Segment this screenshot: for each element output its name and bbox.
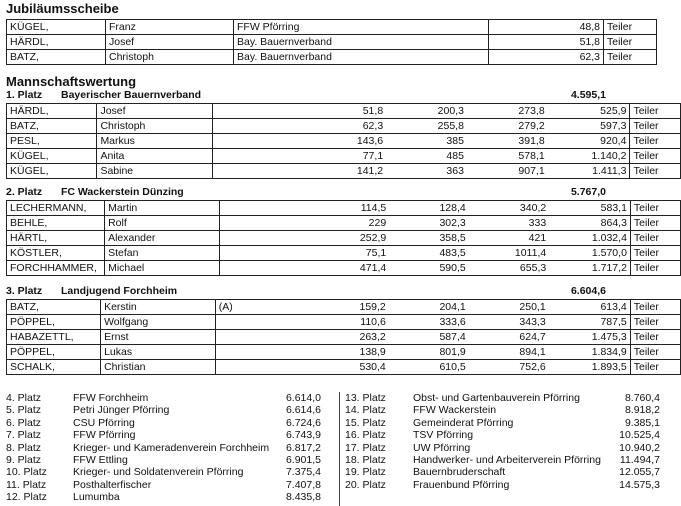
table-row [7,300,681,315]
last-name: BEHLE, [7,216,105,231]
shot-1: 530,4 [291,360,389,375]
first-name: Stefan [105,246,220,261]
ranking-team: Krieger- und Kameradenverein Forchheim [73,441,270,454]
unit-label: Teiler [630,300,680,315]
ranking-place: 15. Platz [345,416,386,429]
sum: 1.834,9 [549,345,631,360]
unit-label: Teiler [630,330,680,345]
unit-label: Teiler [630,345,680,360]
sum: 597,3 [548,119,630,134]
shot-2: 255,8 [386,119,467,134]
shot-1: 110,6 [291,315,389,330]
note [219,216,291,231]
note [215,315,290,330]
shot-1: 77,1 [287,149,386,164]
ranking-score: 6.614,0 [285,392,321,404]
unit-label: Teiler [630,231,680,246]
ranking-row [345,479,660,491]
last-name: HÄRDL, [7,35,106,50]
unit-label: Teiler [630,201,680,216]
last-name: HÄRDL, [7,104,97,119]
first-name: Josef [97,104,213,119]
note [213,164,287,179]
ranking-row [6,442,321,454]
ranking-score: 10.525,4 [619,429,660,442]
shot-1: 51,8 [287,104,386,119]
shot-2: 200,3 [386,104,467,119]
unit-label: Teiler [630,164,681,179]
ranking-team: FFW Wackerstein [413,404,497,417]
shot-3: 391,8 [467,134,548,149]
ranking-row [6,392,321,404]
unit-label: Teiler [630,104,681,119]
last-name: LECHERMANN, [7,201,105,216]
sum: 1.893,5 [549,360,631,375]
note [215,360,290,375]
sum: 1.717,2 [549,261,630,276]
table-row [7,164,681,179]
ranking-score: 6.901,5 [285,454,321,466]
ranking-team: FFW Forchheim [73,392,149,404]
team-table [6,200,681,276]
shot-3: 894,1 [469,345,549,360]
shot-1: 114,5 [292,201,390,216]
last-name: PÖPPEL, [7,315,101,330]
club-name: FFW Pförring [234,20,489,35]
unit-label: Teiler [630,315,680,330]
ranking-score: 6.743,9 [285,429,321,442]
table-row [7,50,657,65]
ranking-place: 12. Platz [6,491,47,504]
first-name: Christoph [106,50,234,65]
shot-2: 363 [386,164,467,179]
shot-2: 485 [386,149,467,164]
ranking-team: Petri Jünger Pförring [73,404,170,417]
shot-1: 471,4 [292,261,390,276]
team-name: FC Wackerstein Dünzing [61,186,184,198]
ranking-score: 10.940,2 [619,441,660,454]
sum: 1.140,2 [548,149,630,164]
shot-2: 587,4 [389,330,469,345]
shot-3: 340,2 [469,201,549,216]
ranking-team: Obst- und Gartenbauverein Pförring [413,392,580,404]
table-row [7,261,681,276]
mannschaft-title: Mannschaftswertung [6,74,137,89]
ranking-place: 16. Platz [345,429,386,442]
ranking-row [6,429,321,441]
first-name: Sabine [97,164,213,179]
jubilaeum-title: Jubiläumsscheibe [6,1,119,16]
note [215,345,290,360]
first-name: Kerstin [101,300,216,315]
ranking-place: 17. Platz [345,441,386,454]
shot-1: 229 [292,216,390,231]
unit-label: Teiler [630,134,681,149]
first-name: Lukas [101,345,216,360]
table-row [7,330,681,345]
sum: 613,4 [549,300,631,315]
sum: 583,1 [549,201,630,216]
team-name: Bayerischer Bauernverband [61,89,202,101]
last-name: HABAZETTL, [7,330,101,345]
shot-3: 578,1 [467,149,548,164]
shot-1: 263,2 [291,330,389,345]
shot-2: 610,5 [389,360,469,375]
ranking-place: 8. Platz [6,441,42,454]
ranking-score: 14.575,3 [619,478,660,491]
sum: 787,5 [549,315,631,330]
note [219,201,291,216]
shot-2: 204,1 [389,300,469,315]
ranking-place: 9. Platz [6,454,42,466]
ranking-place: 13. Platz [345,392,386,404]
team-total: 5.767,0 [570,186,606,198]
table-row [7,104,681,119]
table-row [7,315,681,330]
first-name: Martin [105,201,220,216]
ranking-row [6,466,321,478]
ranking-row [6,404,321,416]
ranking-team: Krieger- und Soldatenverein Pförring [73,466,244,479]
ranking-score: 8.760,4 [624,392,660,404]
ranking-row [345,429,660,441]
last-name: KÖSTLER, [7,246,105,261]
last-name: KÜGEL, [7,149,97,164]
unit-label: Teiler [630,261,680,276]
last-name: PÖPPEL, [7,345,101,360]
last-name: HÄRTL, [7,231,105,246]
table-row [7,345,681,360]
ranking-place: 4. Platz [6,392,42,404]
first-name: Wolfgang [101,315,216,330]
first-name: Rolf [105,216,220,231]
shot-1: 159,2 [291,300,389,315]
sum: 1.411,3 [548,164,630,179]
ranking-score: 8.918,2 [624,404,660,417]
last-name: PESL, [7,134,97,149]
table-row [7,119,681,134]
ranking-row [345,392,660,404]
note [215,330,290,345]
ranking-row [345,454,660,466]
note [213,119,287,134]
note [219,261,291,276]
team-place: 3. Platz [6,285,43,297]
ranking-team: Handwerker- und Arbeiterverein Pförring [413,454,601,466]
shot-2: 483,5 [389,246,469,261]
ranking-place: 11. Platz [6,478,47,491]
team-total: 6.604,6 [570,285,606,297]
team-header [6,89,606,101]
ranking-row [345,466,660,478]
unit-label: Teiler [630,119,681,134]
first-name: Michael [105,261,220,276]
shot-3: 907,1 [467,164,548,179]
sum: 920,4 [548,134,630,149]
sum: 525,9 [548,104,630,119]
ranking-score: 6.614,6 [285,404,321,417]
sum: 1.032,4 [549,231,630,246]
ranking-score: 12.055,7 [619,466,660,479]
ranking-score: 6.817,2 [285,441,321,454]
ranking-row [345,404,660,416]
ranking-place: 14. Platz [345,404,386,417]
first-name: Alexander [105,231,220,246]
ranking-score: 11.494,7 [619,454,660,466]
shot-2: 302,3 [389,216,469,231]
ranking-row [6,417,321,429]
ranking-place: 7. Platz [6,429,42,442]
table-row [7,201,681,216]
teiler-value: 51,8 [489,35,604,50]
shot-3: 752,6 [469,360,549,375]
first-name: Franz [106,20,234,35]
shot-2: 358,5 [389,231,469,246]
note [213,104,287,119]
ranking-team: Bauernbruderschaft [413,466,506,479]
ranking-team: FFW Pförring [73,429,136,442]
shot-2: 333,6 [389,315,469,330]
unit-label: Teiler [630,360,680,375]
table-row [7,246,681,261]
first-name: Josef [106,35,234,50]
last-name: FORCHHAMMER, [7,261,105,276]
first-name: Christian [101,360,216,375]
shot-3: 333 [469,216,549,231]
team-total: 4.595,1 [570,89,606,101]
shot-1: 62,3 [287,119,386,134]
shot-1: 141,2 [287,164,386,179]
team-place: 1. Platz [6,89,43,101]
shot-3: 273,8 [467,104,548,119]
ranking-score: 6.724,6 [285,416,321,429]
last-name: BATZ, [7,50,106,65]
table-row [7,149,681,164]
ranking-score: 8.435,8 [285,491,321,504]
ranking-team: UW Pförring [413,441,471,454]
ranking-place: 20. Platz [345,478,386,491]
note [219,231,291,246]
ranking-place: 10. Platz [6,466,47,479]
shot-3: 279,2 [467,119,548,134]
first-name: Anita [97,149,213,164]
ranking-place: 18. Platz [345,454,386,466]
ranking-row [6,479,321,491]
ranking-score: 7.375,4 [285,466,321,479]
first-name: Ernst [101,330,216,345]
shot-3: 250,1 [469,300,549,315]
team-header [6,186,606,198]
shot-3: 343,3 [469,315,549,330]
shot-2: 385 [386,134,467,149]
team-table [6,103,681,179]
ranking-place: 19. Platz [345,466,386,479]
ranking-row [345,417,660,429]
unit-label: Teiler [604,50,657,65]
table-row [7,20,657,35]
ranking-team: Lumumba [73,491,120,504]
table-row [7,134,681,149]
team-place: 2. Platz [6,186,43,198]
shot-3: 655,3 [469,261,549,276]
last-name: KÜGEL, [7,164,97,179]
ranking-row [345,442,660,454]
ranking-place: 5. Platz [6,404,42,417]
last-name: SCHALK, [7,360,101,375]
team-name: Landjugend Forchheim [61,285,178,297]
shot-2: 801,9 [389,345,469,360]
unit-label: Teiler [630,246,680,261]
ranking-row [6,491,321,503]
teiler-value: 48,8 [489,20,604,35]
unit-label: Teiler [630,149,681,164]
ranking-team: TSV Pförring [413,429,474,442]
ranking-team: FFW Ettling [73,454,128,466]
ranking-place: 6. Platz [6,416,42,429]
unit-label: Teiler [604,20,657,35]
jubilaeum-table [6,19,657,65]
shot-2: 128,4 [389,201,469,216]
teiler-value: 62,3 [489,50,604,65]
unit-label: Teiler [630,216,680,231]
shot-1: 75,1 [292,246,390,261]
first-name: Christoph [97,119,213,134]
shot-3: 1011,4 [469,246,549,261]
table-row [7,216,681,231]
club-name: Bay. Bauernverband [234,35,489,50]
shot-3: 624,7 [469,330,549,345]
club-name: Bay. Bauernverband [234,50,489,65]
shot-2: 590,5 [389,261,469,276]
ranking-team: Frauenbund Pförring [413,478,510,491]
shot-3: 421 [469,231,549,246]
ranking-score: 7.407,8 [285,478,321,491]
ranking-divider [339,392,340,506]
last-name: BATZ, [7,119,97,134]
note [213,134,287,149]
ranking-row [6,454,321,466]
shot-1: 143,6 [287,134,386,149]
sum: 1.475,3 [549,330,631,345]
last-name: BATZ, [7,300,101,315]
ranking-team: Posthalterfischer [73,478,152,491]
table-row [7,360,681,375]
note [219,246,291,261]
sum: 864,3 [549,216,630,231]
team-header [6,285,606,297]
table-row [7,35,657,50]
note: (A) [215,300,290,315]
last-name: KÜGEL, [7,20,106,35]
unit-label: Teiler [604,35,657,50]
ranking-team: CSU Pförring [73,416,135,429]
ranking-team: Gemeinderat Pförring [413,416,514,429]
team-table [6,299,681,375]
shot-1: 252,9 [292,231,390,246]
sum: 1.570,0 [549,246,630,261]
shot-1: 138,9 [291,345,389,360]
first-name: Markus [97,134,213,149]
ranking-score: 9.385,1 [624,416,660,429]
table-row [7,231,681,246]
note [213,149,287,164]
